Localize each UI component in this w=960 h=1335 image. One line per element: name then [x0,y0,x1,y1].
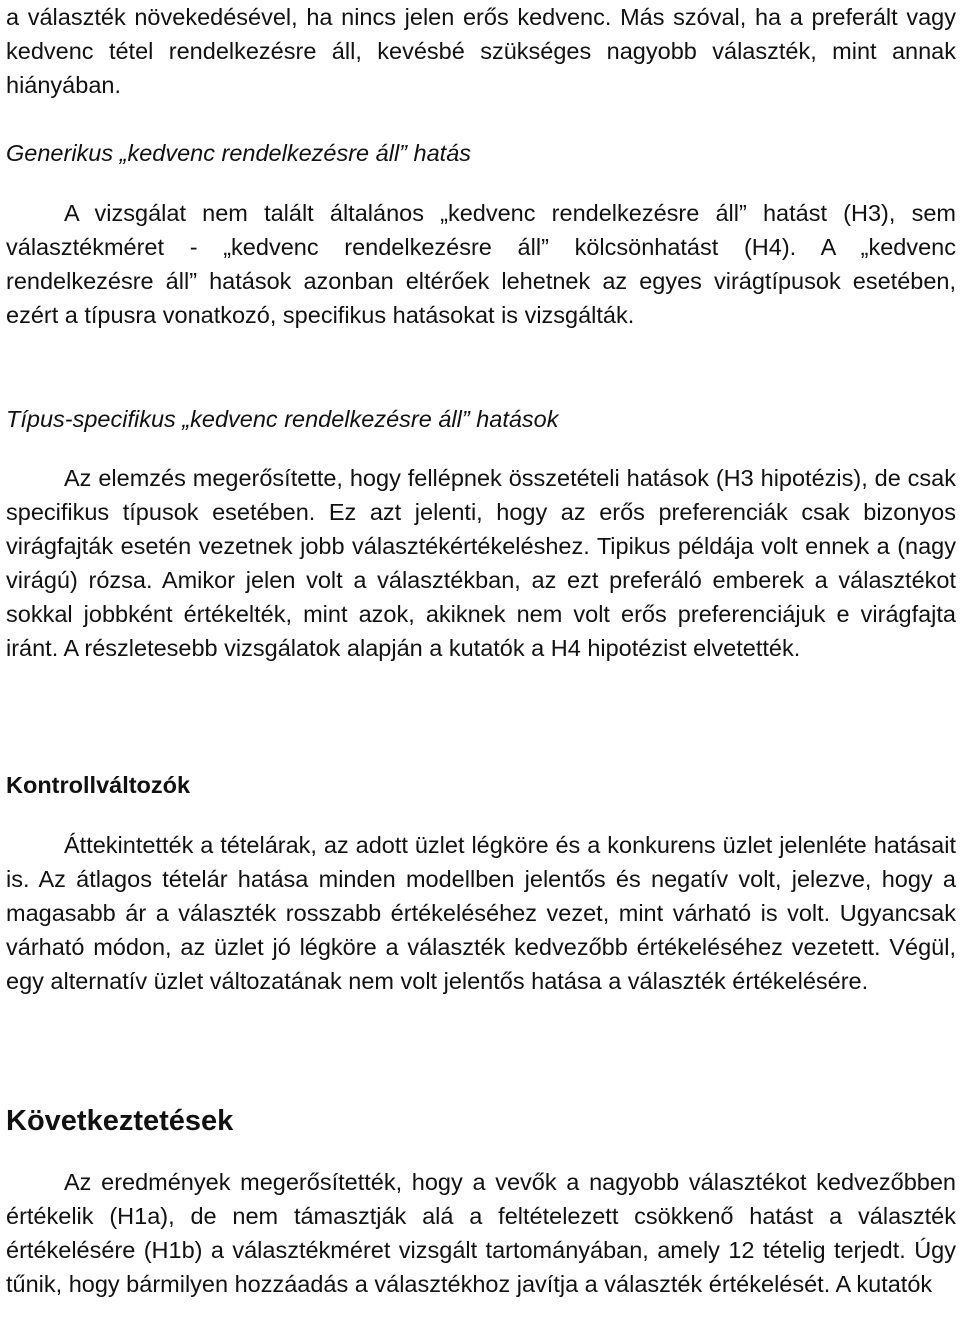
heading-type-specific-effects: Típus-specifikus „kedvenc rendelkezésre áll” hatások [6,406,559,432]
paragraph-generic-effect: A vizsgálat nem talált általános „kedvenc rendelkezésre áll” hatást (H3), sem választékméret - „kedvenc rendelkezésre áll” kölcsönhatást (H4). A „kedvenc rendelkezésre áll” hatások azonban eltérőek lehetnek az egyes virágtípusok esetében, ezért a típusra vonatkozó, specifikus hatásokat is vizsgálták. [6,200,956,328]
paragraph-conclusions: Az eredmények megerősítették, hogy a vevők a nagyobb választékot kedvezőbben értékelik (H1a), de nem támasztják alá a feltételezett csökkenő hatást a választék értékelésére (H1b) a választékméret vizsgált tartományában, amely 12 tételig terjedt. Úgy tűnik, hogy bármilyen hozzáadás a választékhoz javítja a választék értékelését. A kutatók [6,1169,956,1297]
heading-generic-effect: Generikus „kedvenc rendelkezésre áll” hatás [6,140,472,166]
heading-control-variables: Kontrollváltozók [6,772,191,798]
paragraph-type-specific-effects: Az elemzés megerősítette, hogy fellépnek összetételi hatások (H3 hipotézis), de csak specifikus típusok esetében. Ez azt jelenti, hogy az erős preferenciák csak bizonyos virágfajták esetén vezetnek jobb választékértékeléshez. Tipikus példája volt ennek a (nagy virágú) rózsa. Amikor jelen volt a választékban, az ezt preferáló emberek a választékot sokkal jobbként értékelték, mint azok, akiknek nem volt erős preferenciájuk e virágfajta iránt. A részletesebb vizsgálatok alapján a kutatók a H4 hipotézist elvetették. [6,465,956,661]
heading-conclusions: Következtetések [6,1105,234,1137]
paragraph-control-variables: Áttekintették a tételárak, az adott üzlet légköre és a konkurens üzlet jelenléte hatásait is. Az átlagos tételár hatása minden modellben jelentős és negatív volt, jelezve, hogy a magasabb ár a választék rosszabb értékeléséhez vezet, mint várható is volt. Ugyancsak várható módon, az üzlet jó légköre a választék kedvezőbb értékeléséhez vezetett. Végül, egy alternatív üzlet változatának nem volt jelentős hatása a választék értékelésére. [6,832,956,994]
paragraph-top: a választék növekedésével, ha nincs jelen erős kedvenc. Más szóval, ha a preferált vagy kedvenc tétel rendelkezésre áll, kevésbé szükséges nagyobb választék, mint annak hiányában. [6,4,956,98]
